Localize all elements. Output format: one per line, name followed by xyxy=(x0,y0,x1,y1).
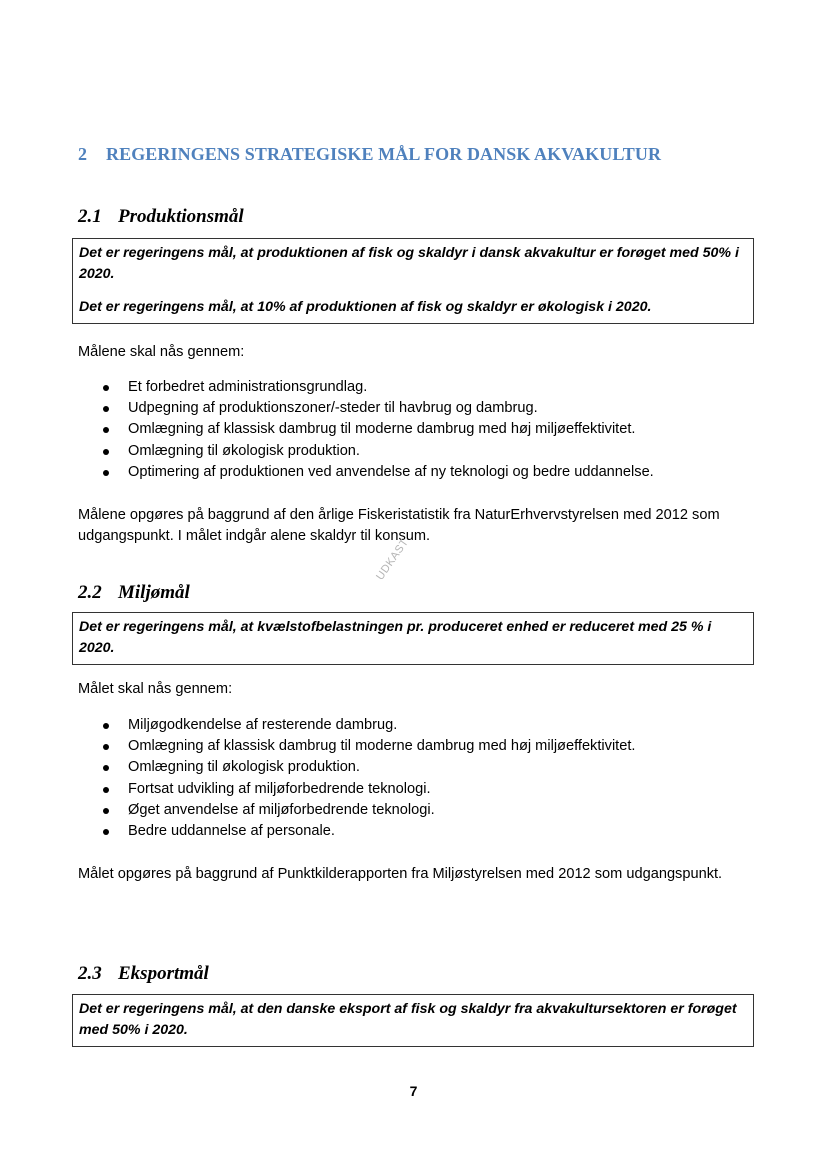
goal-text: Det er regeringens mål, at produktionen af fisk og skaldyr i dansk akvakultur er forøget med 50% i 2020. xyxy=(79,245,739,282)
chapter-heading xyxy=(78,144,778,165)
list-item: Omlægning af klassisk dambrug til moderne dambrug med høj miljøeffektivitet. xyxy=(78,736,758,757)
goal-text: Det er regeringens mål, at kvælstofbelastningen pr. produceret enhed er reduceret med 25 % i 2020. xyxy=(79,619,712,656)
section-number: 2.1 xyxy=(78,206,102,227)
section-number: 2.2 xyxy=(78,582,102,603)
list-item: Optimering af produktionen ved anvendelse af ny teknologi og bedre uddannelse. xyxy=(78,462,758,483)
list-item: Bedre uddannelse af personale. xyxy=(78,821,758,842)
section-heading-production xyxy=(78,206,778,228)
chapter-number: 2 xyxy=(78,144,88,164)
list-item: Et forbedret administrationsgrundlag. xyxy=(78,377,758,398)
goal-box-environment xyxy=(72,612,754,665)
list-item: Miljøgodkendelse af resterende dambrug. xyxy=(78,715,758,736)
section-title: Miljømål xyxy=(118,582,190,603)
list-item: Omlægning til økologisk produktion. xyxy=(78,441,758,462)
section-note: Målet opgøres på baggrund af Punktkilderapporten fra Miljøstyrelsen med 2012 som udgangspunkt. xyxy=(78,866,723,882)
goal-text: Det er regeringens mål, at 10% af produktionen af fisk og skaldyr er økologisk i 2020. xyxy=(79,299,652,315)
section-title: Produktionsmål xyxy=(118,206,244,227)
section-intro: Målet skal nås gennem: xyxy=(78,681,233,697)
list-item: Omlægning til økologisk produktion. xyxy=(78,757,758,778)
goal-text: Det er regeringens mål, at den danske eksport af fisk og skaldyr fra akvakultursektoren er forøget med 50% i 2020. xyxy=(79,1001,737,1038)
list-item: Øget anvendelse af miljøforbedrende teknologi. xyxy=(78,800,758,821)
section-heading-environment xyxy=(78,582,778,604)
goal-box-export xyxy=(72,994,754,1047)
page-number: 7 xyxy=(409,1083,418,1099)
list-item: Udpegning af produktionszoner/-steder til havbrug og dambrug. xyxy=(78,398,758,419)
draft-watermark: UDKAST xyxy=(374,536,412,583)
bullet-list-environment xyxy=(78,715,758,842)
goal-box-production xyxy=(72,238,754,324)
section-intro: Målene skal nås gennem: xyxy=(78,344,245,360)
section-note: Målene opgøres på baggrund af den årlige Fiskeristatistik fra NaturErhvervstyrelsen med 2012 som udgangspunkt. I målet indgår alene skaldyr til konsum. xyxy=(78,507,720,544)
section-title: Eksportmål xyxy=(118,963,209,984)
list-item: Omlægning af klassisk dambrug til moderne dambrug med høj miljøeffektivitet. xyxy=(78,419,758,440)
chapter-title: REGERINGENS STRATEGISKE MÅL FOR DANSK AKVAKULTUR xyxy=(106,144,662,164)
list-item: Fortsat udvikling af miljøforbedrende teknologi. xyxy=(78,779,758,800)
bullet-list-production xyxy=(78,377,758,483)
section-heading-export xyxy=(78,963,778,985)
section-number: 2.3 xyxy=(78,963,102,984)
